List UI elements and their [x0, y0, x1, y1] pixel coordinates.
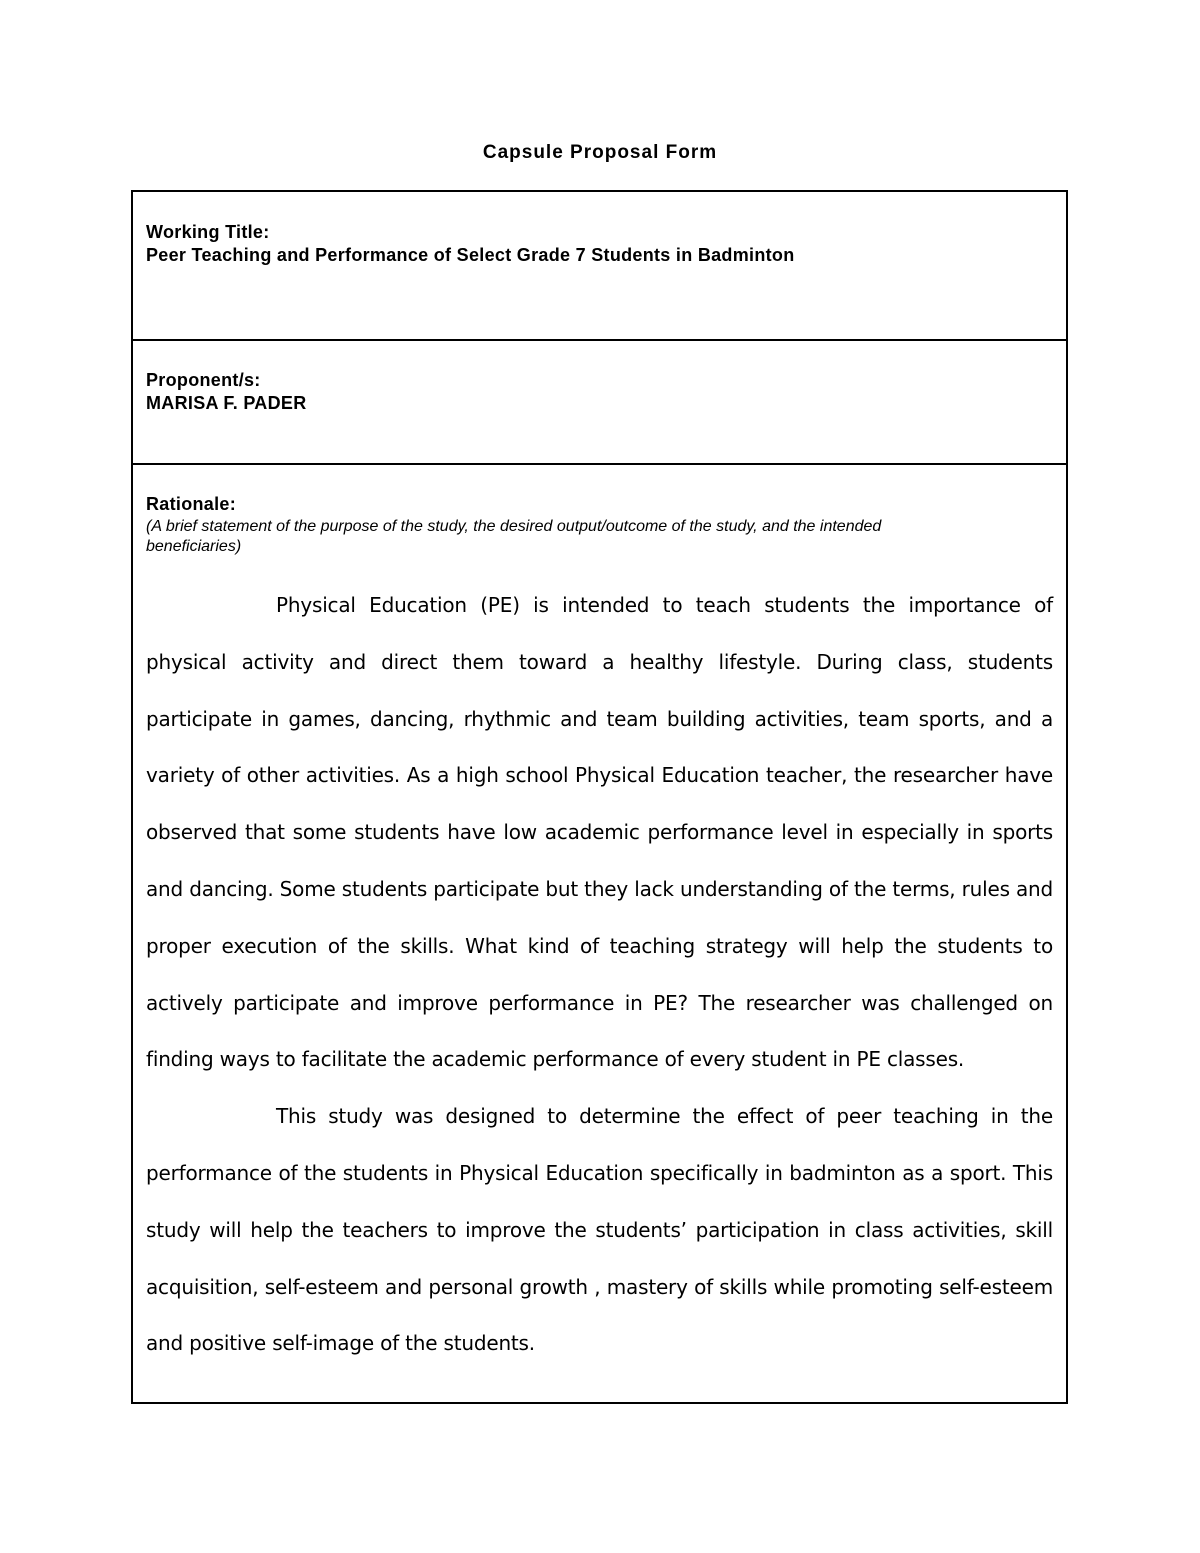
rationale-paragraph [146, 1088, 1053, 1372]
rationale-paragraph-text: This study was designed to determine the effect of peer teaching in the performance of the students in Physical Education specifically in badminton as a sport. This study will help the teachers to improve the students’ participation in class activities, skill acquisition, self-esteem and personal growth , mastery of skills while promoting self-esteem and positive self-image of the students. [146, 1104, 1053, 1356]
page-title: Capsule Proposal Form [482, 142, 718, 163]
working-title-value: Peer Teaching and Performance of Select Grade 7 Students in Badminton [146, 245, 795, 265]
rationale-paragraph-text: Physical Education (PE) is intended to teach students the importance of physical activity and direct them toward a healthy lifestyle. During class, students participate in games, dancing, rhythmic and team building activities, team sports, and a variety of other activities. As a high school Physical Education teacher, the researcher have observed that some students have low academic performance level in especially in sports and dancing. Some students participate but they lack understanding of the terms, rules and proper execution of the skills. What kind of teaching strategy will help the students to actively participate and improve performance in PE? The researcher was challenged on finding ways to facilitate the academic performance of every student in PE classes. [146, 593, 1053, 1072]
proponents-section [133, 341, 1066, 465]
proponents-label: Proponent/s: [146, 370, 261, 390]
rationale-paragraph [146, 577, 1053, 1088]
rationale-body [146, 577, 1053, 1372]
rationale-section [133, 465, 1066, 1402]
working-title-section [133, 192, 1066, 341]
proposal-form-table [131, 190, 1068, 1404]
proponents-value: MARISA F. PADER [146, 393, 307, 413]
rationale-label: Rationale: [146, 494, 237, 514]
rationale-note: (A brief statement of the purpose of the study, the desired output/outcome of the study, and the intended beneficiaries) [146, 518, 882, 555]
working-title-label: Working Title: [146, 222, 270, 242]
